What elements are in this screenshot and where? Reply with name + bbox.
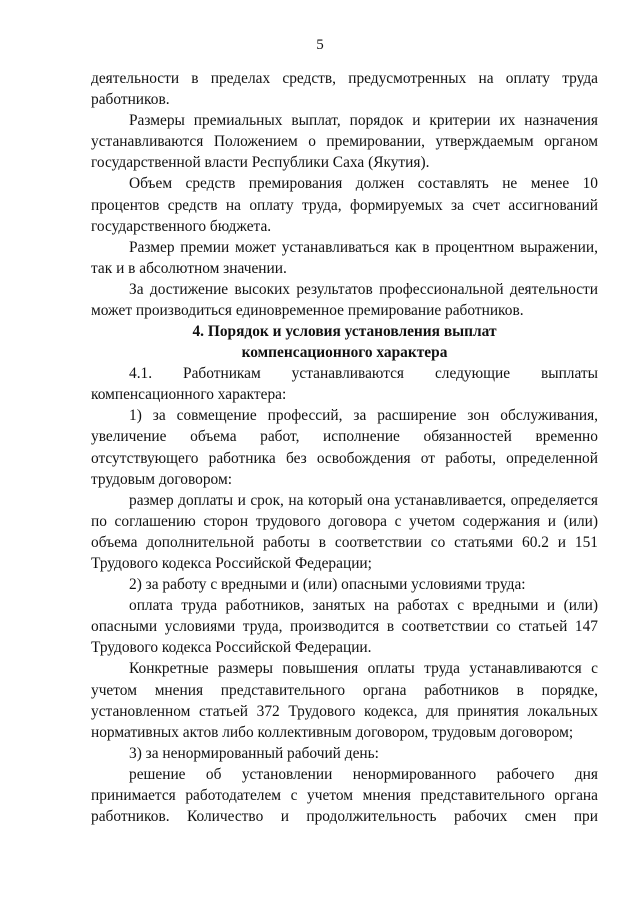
paragraph: решение об установлении ненормированного рабочего дня принимается работодателем с учетом мнения представительного органа работников. Количество и продолжительность рабочих смен при xyxy=(91,765,598,826)
paragraph: оплата труда работников, занятых на работах с вредными и (или) опасными условиями труда, производится в соответствии со статьей 147 Трудового кодекса Российской Федерации. xyxy=(91,597,598,657)
paragraph: Конкретные размеры повышения оплаты труда устанавливаются с учетом мнения представительного органа работников в порядке, установленном статьей 372 Трудового кодекса, для принятия локальных нормативных актов либо коллективным договором, трудовым договором; xyxy=(91,660,598,741)
paragraph: размер доплаты и срок, на который она устанавливается, определяется по соглашению сторон трудового договора с учетом содержания и (или) объема дополнительной работы в соответствии со статьями 60.2 и 151 Трудового кодекса Российской Федерации; xyxy=(91,491,598,572)
paragraph: 2) за работу с вредными и (или) опасными условиями труда: xyxy=(129,576,526,594)
page-number: 5 xyxy=(316,37,324,53)
document-body xyxy=(91,68,598,827)
paragraph: деятельности в пределах средств, предусмотренных на оплату труда работников. xyxy=(91,70,598,109)
paragraph: 1) за совмещение профессий, за расширение зон обслуживания, увеличение объема работ, исполнение обязанностей временно отсутствующего работника без освобождения от работы, определенной трудовым договором: xyxy=(91,407,598,488)
paragraph: Объем средств премирования должен составлять не менее 10 процентов средств на оплату труда, формируемых за счет ассигнований государственного бюджета. xyxy=(91,175,598,235)
paragraph: Размер премии может устанавливаться как в процентном выражении, так и в абсолютном значении. xyxy=(91,238,598,277)
paragraph: 3) за ненормированный рабочий день: xyxy=(129,744,379,762)
paragraph: 4.1. Работникам устанавливаются следующие выплаты компенсационного характера: xyxy=(91,365,598,404)
section-heading-line-2: компенсационного характера xyxy=(241,344,448,362)
paragraph: Размеры премиальных выплат, порядок и критерии их назначения устанавливаются Положением о премировании, утверждаемым органом государственной власти Республики Саха (Якутия). xyxy=(91,112,598,172)
section-heading-line-1: 4. Порядок и условия установления выплат xyxy=(192,323,497,341)
paragraph: За достижение высоких результатов профессиональной деятельности может производиться единовременное премирование работников. xyxy=(91,280,598,320)
section-heading xyxy=(91,321,598,363)
